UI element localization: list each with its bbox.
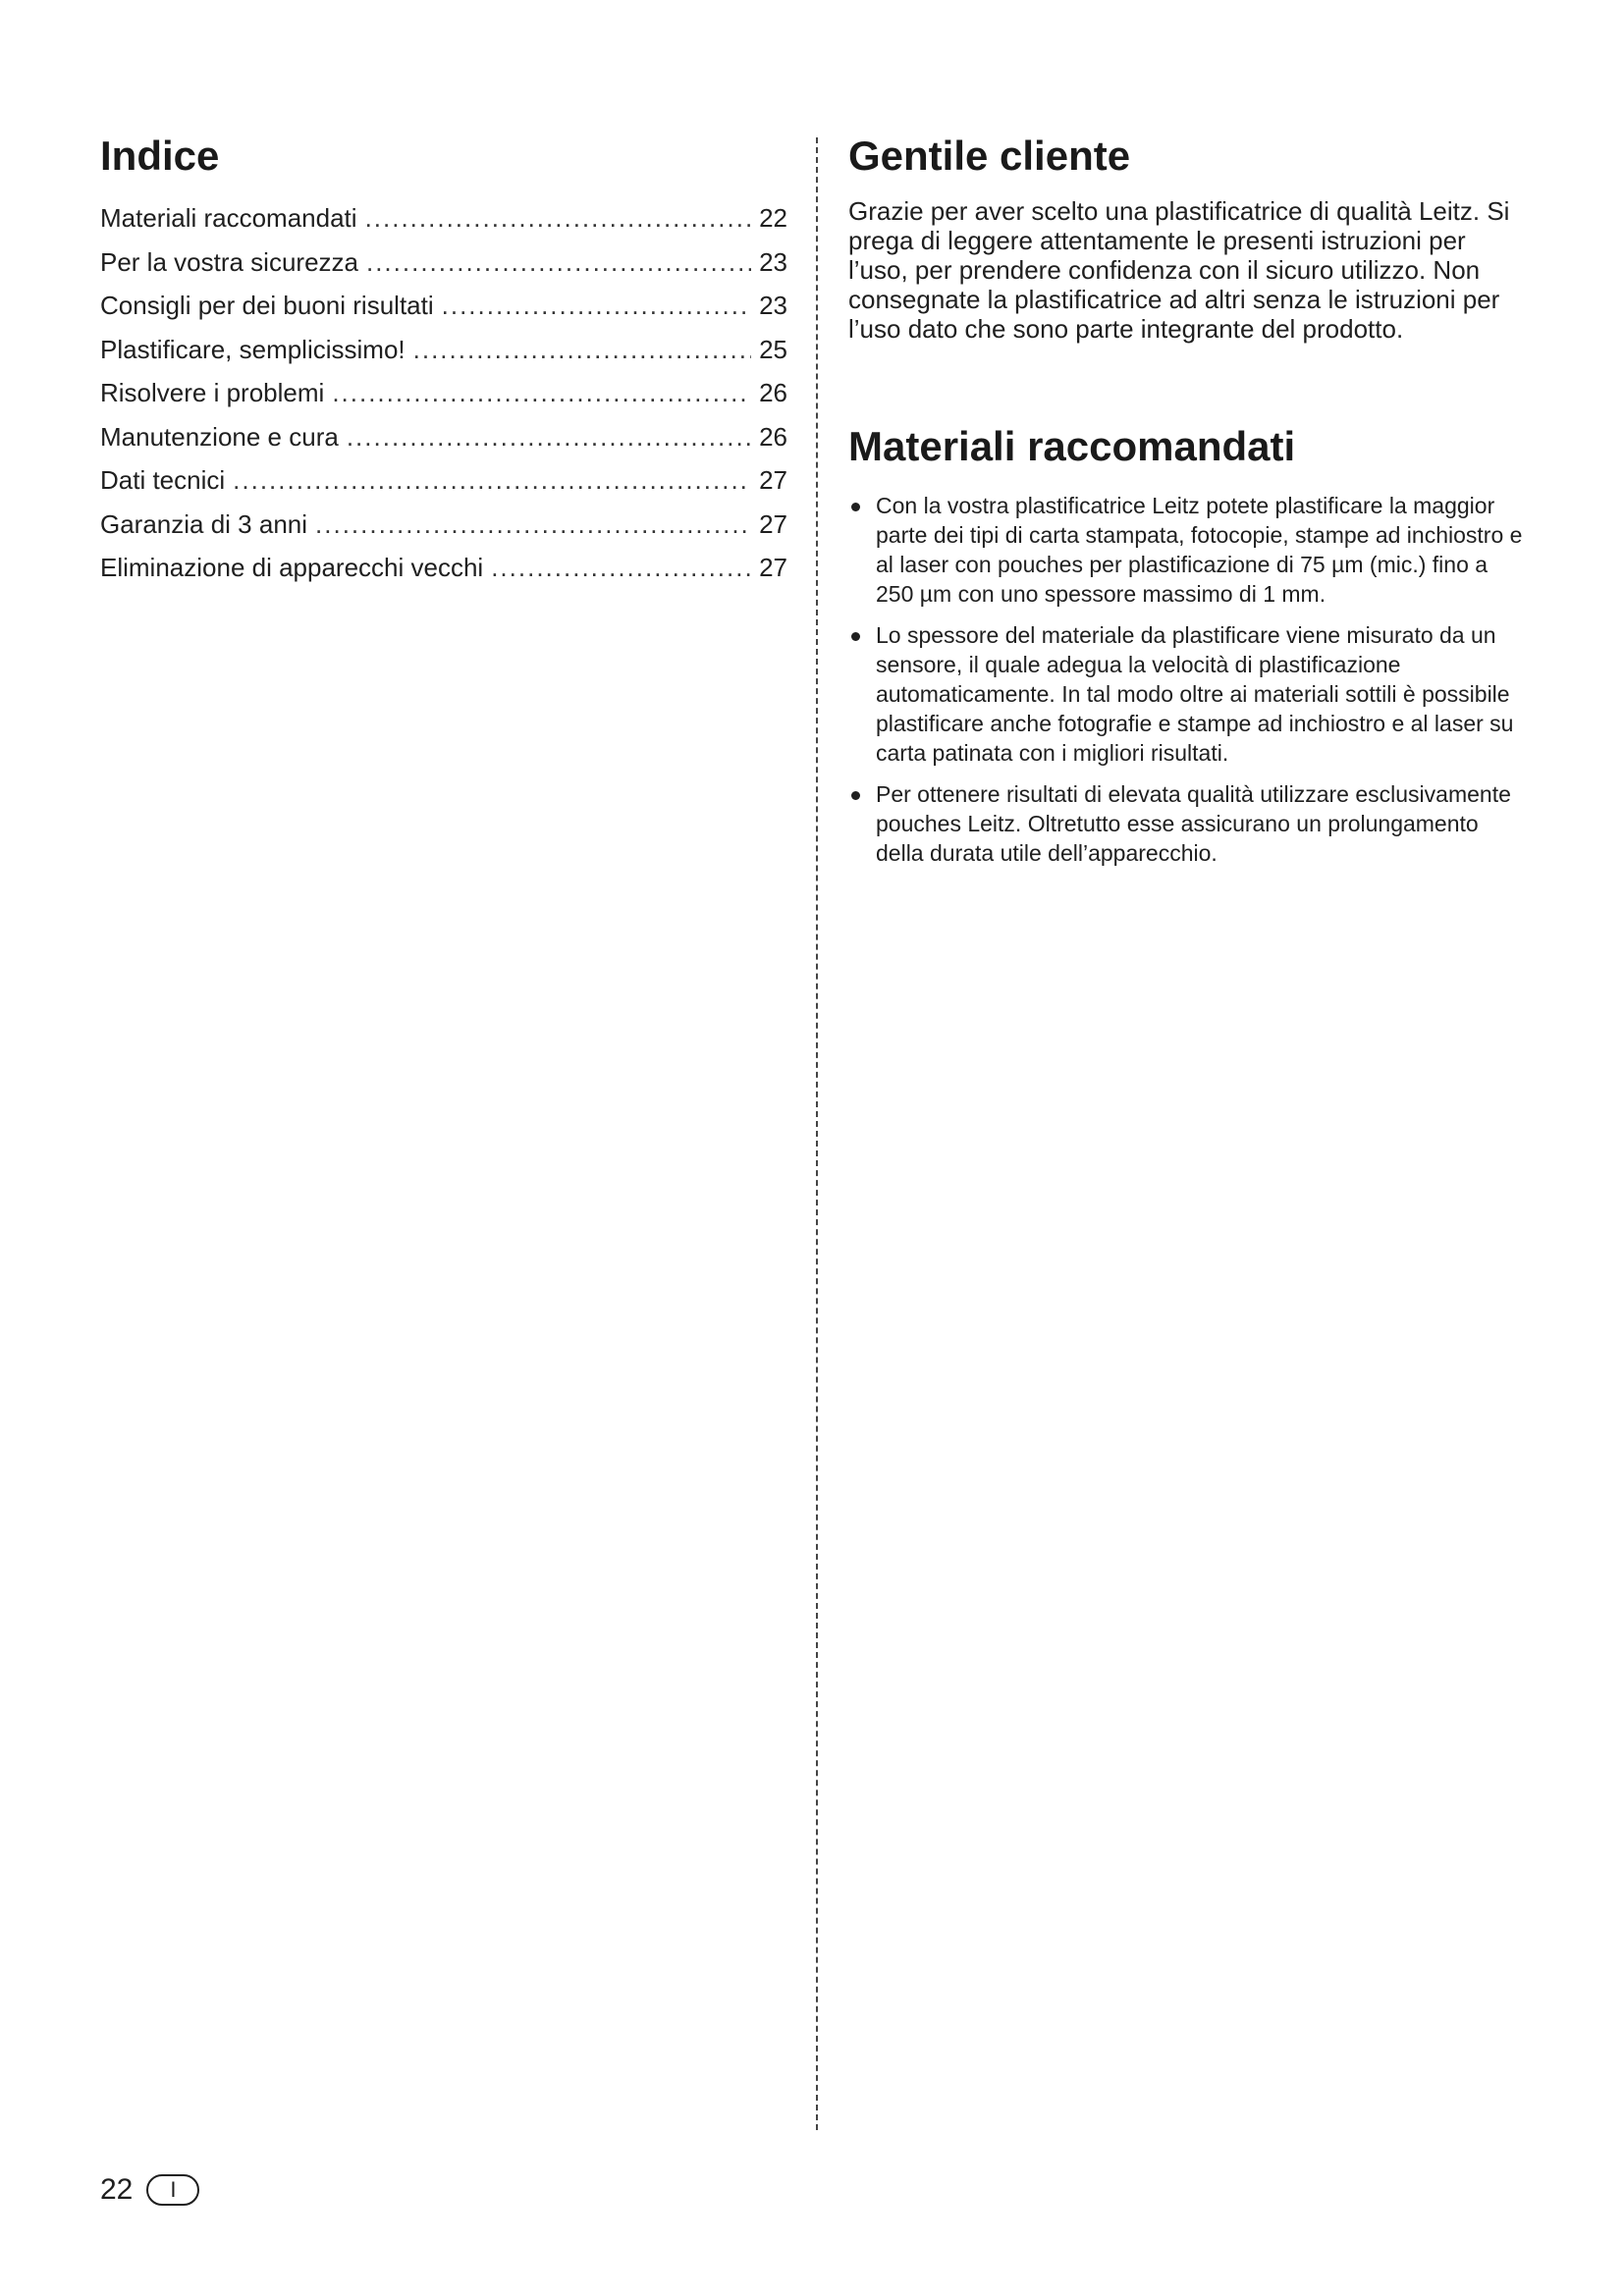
- language-code: I: [170, 2177, 177, 2202]
- toc-entry: [100, 546, 787, 590]
- toc-page: 25: [759, 334, 787, 364]
- bullet-text: Per ottenere risultati di elevata qualità utilizzare esclusivamente pouches Leitz. Oltretutto esse assicurano un prolungamento della durata utile dell’apparecchio.: [876, 781, 1511, 866]
- toc-leader: [365, 196, 752, 240]
- list-item: [848, 491, 1526, 609]
- toc-label: Risolvere i problemi: [100, 378, 325, 407]
- bullet-icon: [851, 632, 860, 641]
- toc-leader: [366, 240, 751, 285]
- bullet-icon: [851, 791, 860, 800]
- toc-label: Eliminazione di apparecchi vecchi: [100, 553, 484, 582]
- toc-entry: [100, 415, 787, 459]
- toc-entry: [100, 196, 787, 240]
- toc-page: 26: [759, 421, 787, 452]
- bullet-text: Lo spessore del materiale da plastificare viene misurato da un sensore, il quale adegua la velocità di plastificazione automaticamente. In tal modo oltre ai materiali sottili è possibile plastificare anche fotografie e stampe ad inchiostro e al laser su carta patinata con i migliori risultati.: [876, 622, 1514, 766]
- greeting-title: Gentile cliente: [848, 133, 1131, 179]
- toc-page: 22: [759, 203, 787, 233]
- toc-leader: [315, 503, 751, 547]
- toc-page: 27: [759, 508, 787, 539]
- toc-leader: [413, 328, 751, 372]
- toc-page: 27: [759, 553, 787, 582]
- greeting-text: Grazie per aver scelto una plastificatrice di qualità Leitz. Si prega di leggere attentamente le presenti istruzioni per l’uso, per prendere confidenza con il sicuro utilizzo. Non consegnate la plastificatrice ad altri senza le istruzioni per l’uso dato che sono parte integrante del prodotto.: [848, 196, 1510, 344]
- bullet-icon: [851, 503, 860, 511]
- toc-label: Manutenzione e cura: [100, 421, 339, 452]
- toc-leader: [442, 284, 751, 328]
- toc-entry: [100, 371, 787, 415]
- list-item: [848, 779, 1526, 868]
- toc-label: Materiali raccomandati: [100, 203, 357, 233]
- language-badge: [146, 2174, 199, 2206]
- materials-list: [848, 491, 1526, 868]
- toc-label: Per la vostra sicurezza: [100, 246, 358, 277]
- toc-entry: [100, 240, 787, 285]
- table-of-contents: [100, 196, 787, 590]
- materials-title: Materiali raccomandati: [848, 423, 1296, 469]
- toc-label: Plastificare, semplicissimo!: [100, 334, 406, 364]
- toc-entry: [100, 503, 787, 547]
- toc-page: 23: [759, 291, 787, 320]
- index-column: [100, 128, 787, 590]
- page-number: 22: [100, 2173, 134, 2206]
- toc-leader: [233, 458, 751, 503]
- toc-page: 23: [759, 246, 787, 277]
- toc-label: Dati tecnici: [100, 465, 226, 495]
- toc-page: 27: [759, 465, 787, 495]
- toc-label: Consigli per dei buoni risultati: [100, 291, 434, 320]
- toc-entry: [100, 328, 787, 372]
- page-footer: [100, 2172, 199, 2208]
- toc-page: 26: [759, 378, 787, 407]
- toc-leader: [347, 415, 751, 459]
- toc-entry: [100, 284, 787, 328]
- list-item: [848, 620, 1526, 768]
- content-column: [848, 128, 1526, 880]
- bullet-text: Con la vostra plastificatrice Leitz potete plastificare la maggior parte dei tipi di carta stampata, fotocopie, stampe ad inchiostro e al laser con pouches per plastificazione di 75 µm (mic.) fino a 250 µm con uno spessore massimo di 1 mm.: [876, 493, 1523, 607]
- toc-leader: [332, 371, 751, 415]
- toc-leader: [491, 546, 751, 590]
- index-title: Indice: [100, 133, 220, 179]
- toc-label: Garanzia di 3 anni: [100, 508, 308, 539]
- column-divider: [816, 137, 818, 2130]
- toc-entry: [100, 458, 787, 503]
